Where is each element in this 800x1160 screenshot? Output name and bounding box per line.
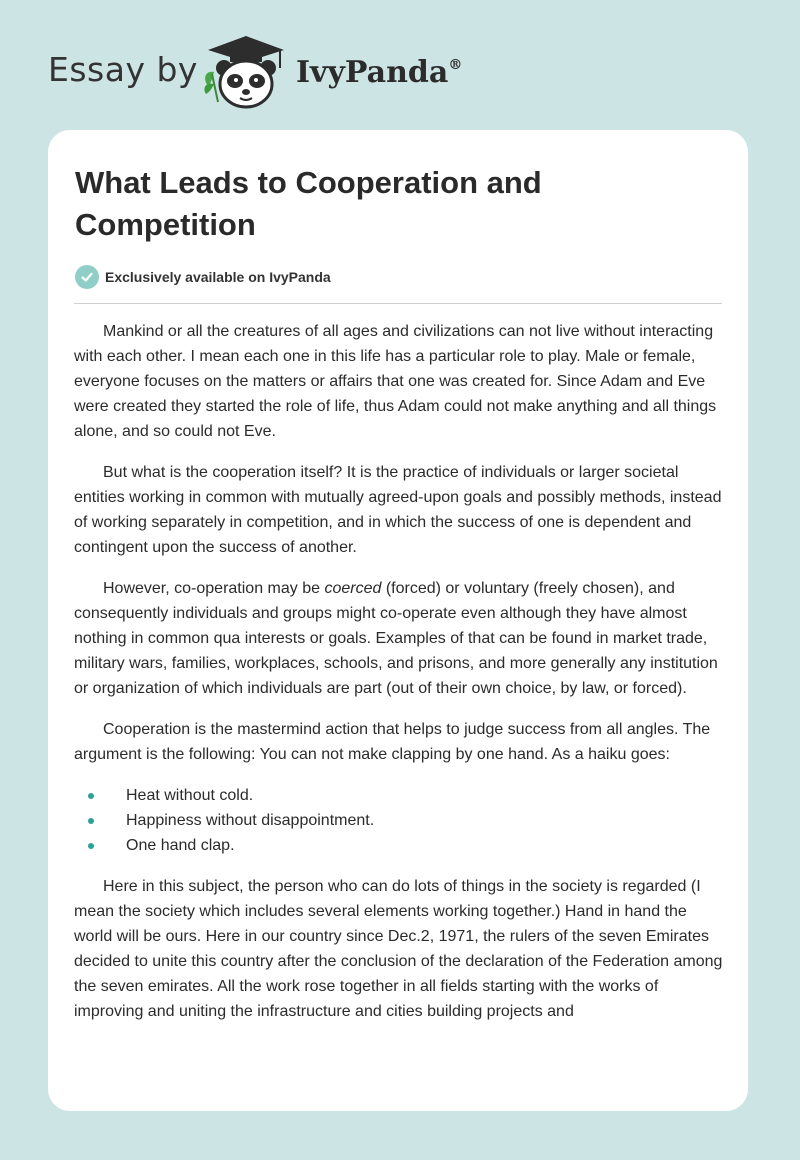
site-header [0,0,800,130]
list-item-text: Heat without cold. [126,787,254,804]
list-item-text: Happiness without disappointment. [126,812,375,829]
bullet-icon [88,793,94,799]
paragraph [74,576,724,701]
paragraph-text: However, co-operation may be [103,580,325,597]
bullet-icon [88,843,94,849]
paragraph: Cooperation is the mastermind action that helps to judge success from all angles. The argument is the following: You can not make clapping by one hand. As a haiku goes: [74,721,711,763]
haiku-list [74,783,724,858]
bullet-icon [88,818,94,824]
checkmark-icon [75,265,99,289]
exclusive-badge [75,264,331,290]
paragraph-text: (forced) or voluntary (freely chosen), and consequently individuals and groups might co-operate even although they have almost nothing in common qua interests or goals. Examples of that can be found in market trade, military wars, families, workplaces, schools, and prisons, and more generally any institution or organization of which individuals are part (out of their own choice, by law, or forced). [74,580,718,697]
paragraph: Mankind or all the creatures of all ages and civilizations can not live without interacting with each other. I mean each one in this life has a particular role to play. Male or female, everyone focuses on the matters or affairs that one was created for. Since Adam and Eve were created they started the role of life, thus Adam could not make anything and all things alone, and so could not Eve. [74,323,717,440]
paragraph: Here in this subject, the person who can do lots of things in the society is regarded (I mean the society which includes several elements working together.) Hand in hand the world will be ours. Here in our country since Dec.2, 1971, the rulers of the seven Emirates decided to unite this country after the conclusion of the declaration of the Federation among the seven emirates. All the work rose together in all fields starting with the works of improving and uniting the infrastructure and cities building projects and [74,878,723,1020]
divider [74,303,722,304]
exclusive-label: Exclusively available on IvyPanda [105,269,331,285]
list-item-text: One hand clap. [126,837,235,854]
emphasis-text: coerced [324,580,382,597]
list-item [74,783,724,808]
essay-card [48,130,748,1111]
paragraph: But what is the cooperation itself? It is the practice of individuals or larger societal entities working in common with mutually agreed-upon goals and possibly methods, instead of working separately in competition, and in which the success of one is dependent and contingent upon the success of another. [74,464,722,556]
list-item [74,808,724,833]
essay-by-label: Essay by [48,50,198,89]
page-title: What Leads to Cooperation and Competition [75,165,542,242]
brand-label: IvyPanda [296,55,449,90]
brand-name[interactable] [296,55,462,90]
panda-logo-icon[interactable] [200,34,292,110]
essay-body [74,319,724,1040]
list-item [74,833,724,858]
registered-mark: ® [448,57,463,73]
